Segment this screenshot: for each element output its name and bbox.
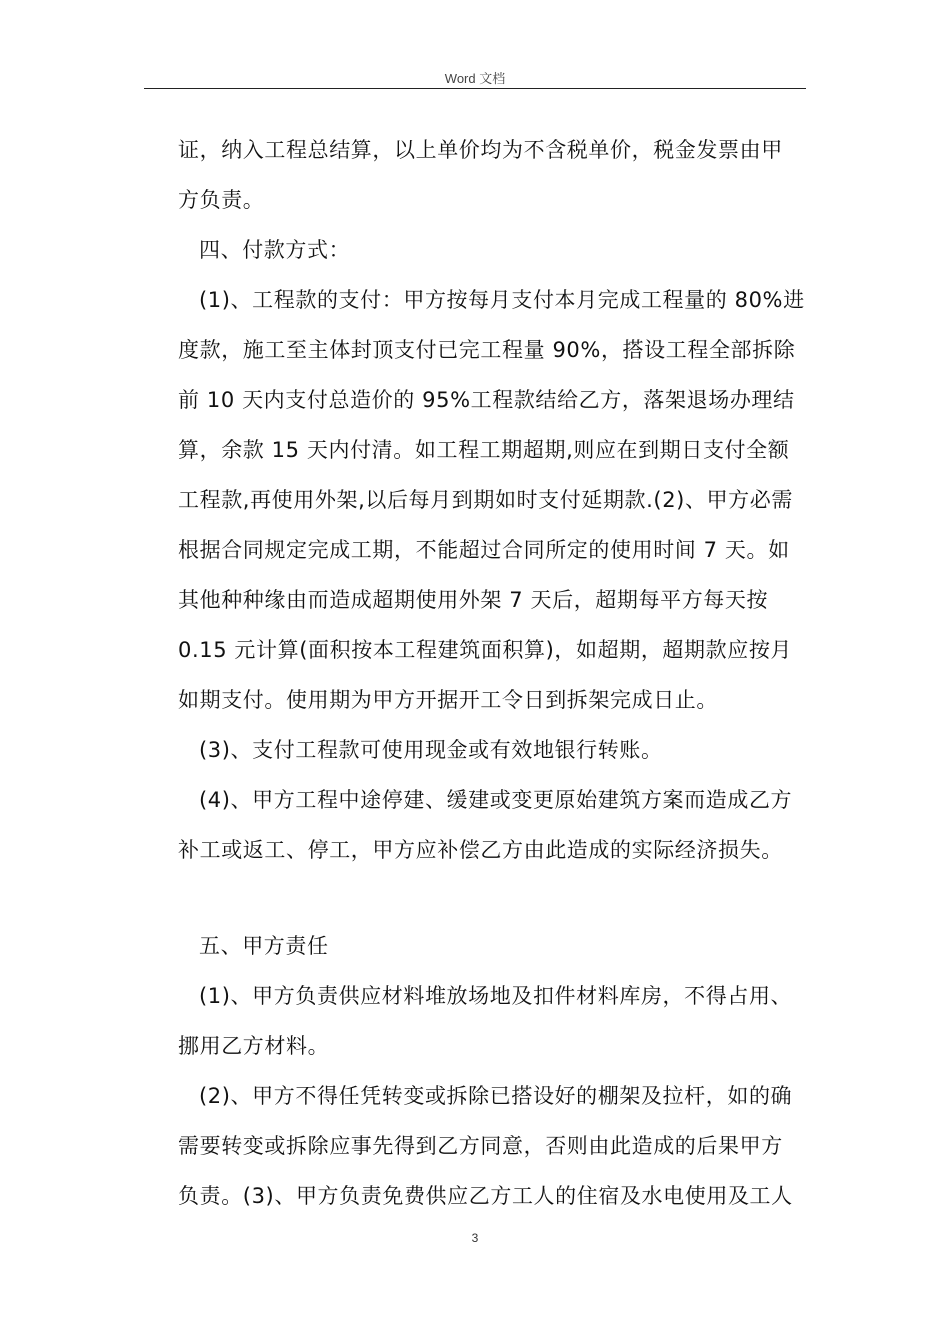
section-heading-payment: 四、付款方式： — [199, 238, 351, 262]
text-line: 挪用乙方材料。 — [178, 1034, 330, 1058]
text-line: (2)、甲方不得任凭转变或拆除已搭设好的棚架及拉杆，如的确 — [199, 1084, 793, 1108]
text-line: 证，纳入工程总结算，以上单价均为不含税单价，税金发票由甲 — [178, 138, 783, 162]
text-line: 前 10 天内支付总造价的 95%工程款结给乙方，落架退场办理结 — [178, 388, 795, 412]
text-line: 如期支付。使用期为甲方开据开工令日到拆架完成日止。 — [178, 688, 718, 712]
text-line: (3)、支付工程款可使用现金或有效地银行转账。 — [199, 738, 663, 762]
text-line: 算，余款 15 天内付清。如工程工期超期,则应在到期日支付全额 — [178, 438, 790, 462]
blank-line — [178, 875, 808, 921]
header-divider — [144, 88, 806, 89]
section-heading-party-a: 五、甲方责任 — [199, 934, 329, 958]
text-line: 需要转变或拆除应事先得到乙方同意，否则由此造成的后果甲方 — [178, 1134, 783, 1158]
text-line: 负责。(3)、甲方负责免费供应乙方工人的住宿及水电使用及工人 — [178, 1184, 793, 1208]
page-number: 3 — [471, 1231, 479, 1245]
text-line: 方负责。 — [178, 188, 265, 212]
text-line: 度款，施工至主体封顶支付已完工程量 90%，搭设工程全部拆除 — [178, 338, 796, 362]
document-header: Word 文档 — [444, 71, 506, 86]
text-line: (1)、甲方负责供应材料堆放场地及扣件材料库房，不得占用、 — [199, 984, 793, 1008]
text-line: (4)、甲方工程中途停建、缓建或变更原始建筑方案而造成乙方 — [199, 788, 793, 812]
text-line: 工程款,再使用外架,以后每月到期如时支付延期款.(2)、甲方必需 — [178, 488, 793, 512]
text-line: 0.15 元计算(面积按本工程建筑面积算)，如超期，超期款应按月 — [178, 638, 793, 662]
text-line: (1)、工程款的支付：甲方按每月支付本月完成工程量的 80%进 — [199, 288, 805, 312]
text-line: 补工或返工、停工，甲方应补偿乙方由此造成的实际经济损失。 — [178, 838, 783, 862]
document-body — [178, 125, 808, 1221]
text-line: 根据合同规定完成工期，不能超过合同所定的使用时间 7 天。如 — [178, 538, 790, 562]
text-line: 其他种种缘由而造成超期使用外架 7 天后，超期每平方每天按 — [178, 588, 769, 612]
